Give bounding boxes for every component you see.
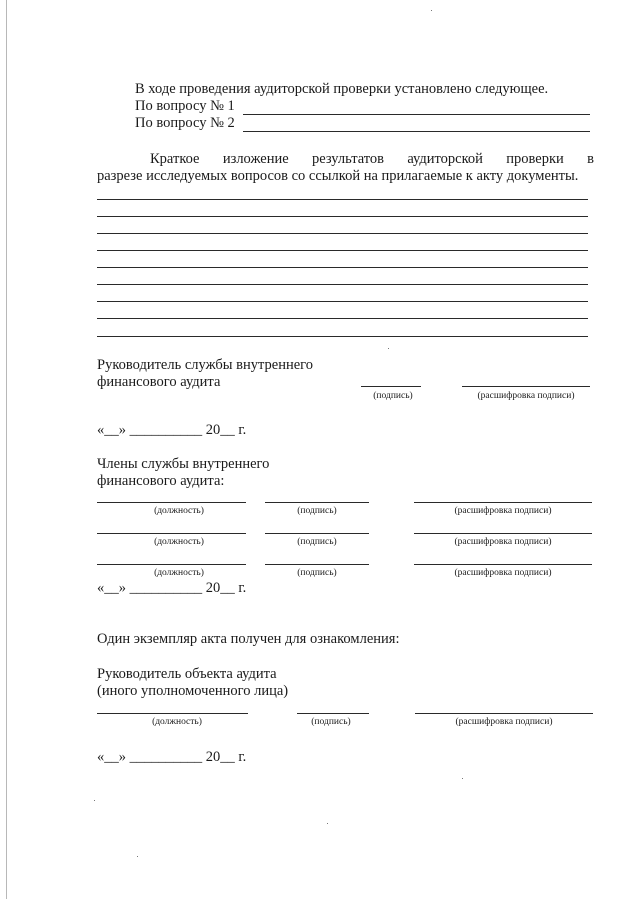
- member-signature-field[interactable]: [265, 502, 369, 503]
- member-decode-caption: (расшифровка подписи): [454, 506, 552, 516]
- members-title-line2: финансового аудита:: [97, 473, 225, 489]
- member-position-field[interactable]: [97, 564, 246, 565]
- object-position-caption: (должность): [152, 717, 202, 727]
- head-decode-field[interactable]: [462, 386, 590, 387]
- copy-notice: Один экземпляр акта получен для ознакомления:: [97, 631, 400, 647]
- object-title-line1: Руководитель объекта аудита: [97, 666, 277, 682]
- summary-field-line[interactable]: [97, 284, 588, 285]
- member-signature-field[interactable]: [265, 533, 369, 534]
- member-decode-caption: (расшифровка подписи): [454, 568, 552, 578]
- summary-field-line[interactable]: [97, 250, 588, 251]
- scan-speck: [431, 10, 432, 11]
- head-decode-caption: (расшифровка подписи): [477, 391, 575, 401]
- intro-line: В ходе проведения аудиторской проверки установлено следующее.: [135, 81, 549, 97]
- summary-word: проверки: [506, 151, 564, 167]
- summary-heading-line2: разрезе исследуемых вопросов со ссылкой на прилагаемые к акту документы.: [97, 168, 579, 184]
- summary-field-line[interactable]: [97, 216, 588, 217]
- object-title-line2: (иного уполномоченного лица): [97, 683, 289, 699]
- question-2-field[interactable]: [243, 131, 590, 132]
- scan-speck: [388, 348, 389, 349]
- member-sign-caption: (подпись): [297, 568, 337, 578]
- scan-edge-shadow: [6, 0, 7, 899]
- head-title-line2: финансового аудита: [97, 374, 221, 390]
- head-sign-caption: (подпись): [373, 391, 413, 401]
- summary-word: в: [587, 151, 594, 167]
- object-date-field[interactable]: «__» __________ 20__ г.: [97, 749, 247, 765]
- summary-field-line[interactable]: [97, 199, 588, 200]
- scan-speck: [462, 778, 463, 779]
- member-sign-caption: (подпись): [297, 537, 337, 547]
- summary-word: аудиторской: [407, 151, 483, 167]
- summary-field-line[interactable]: [97, 336, 588, 337]
- summary-field-line[interactable]: [97, 301, 588, 302]
- head-title-line1: Руководитель службы внутреннего: [97, 357, 313, 373]
- question-1-field[interactable]: [243, 114, 590, 115]
- member-position-caption: (должность): [154, 506, 204, 516]
- question-1-label: По вопросу № 1: [135, 98, 235, 114]
- member-sign-caption: (подпись): [297, 506, 337, 516]
- summary-field-line[interactable]: [97, 267, 588, 268]
- scan-speck: [327, 823, 328, 824]
- scan-speck: [137, 856, 138, 857]
- summary-field-line[interactable]: [97, 318, 588, 319]
- head-date-field[interactable]: «__» __________ 20__ г.: [97, 422, 247, 438]
- head-signature-field[interactable]: [361, 386, 421, 387]
- scan-speck: [94, 800, 95, 801]
- object-sign-caption: (подпись): [311, 717, 351, 727]
- member-position-field[interactable]: [97, 502, 246, 503]
- member-decode-caption: (расшифровка подписи): [454, 537, 552, 547]
- member-position-caption: (должность): [154, 537, 204, 547]
- members-title-line1: Члены службы внутреннего: [97, 456, 270, 472]
- object-position-field[interactable]: [97, 713, 248, 714]
- member-decode-field[interactable]: [414, 502, 592, 503]
- question-2-label: По вопросу № 2: [135, 115, 235, 131]
- members-date-field[interactable]: «__» __________ 20__ г.: [97, 580, 247, 596]
- summary-heading-line1: [150, 151, 594, 168]
- object-decode-field[interactable]: [415, 713, 593, 714]
- member-decode-field[interactable]: [414, 564, 592, 565]
- summary-field-line[interactable]: [97, 233, 588, 234]
- summary-word: Краткое: [150, 151, 200, 167]
- summary-word: результатов: [312, 151, 385, 167]
- object-signature-field[interactable]: [297, 713, 369, 714]
- member-position-field[interactable]: [97, 533, 246, 534]
- object-decode-caption: (расшифровка подписи): [455, 717, 553, 727]
- member-signature-field[interactable]: [265, 564, 369, 565]
- summary-word: изложение: [222, 151, 289, 167]
- member-position-caption: (должность): [154, 568, 204, 578]
- member-decode-field[interactable]: [414, 533, 592, 534]
